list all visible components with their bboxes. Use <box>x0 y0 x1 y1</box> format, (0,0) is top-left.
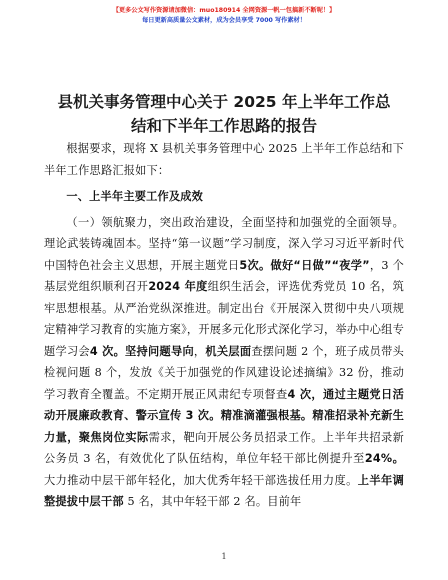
bold-text-run: 4 次，通过主题党日活动开展廉政教育、警示宣传 3 次。精准滴灌强根基。精准招录补充新生力量，聚焦岗位实际 <box>44 387 404 444</box>
text-run: （一）领航聚力，突出政治建设，全面坚持和加强党的全面领导。理论武装铸魂固本。坚持“第一议题”学习制度，深入学习习近平新时代中国特色社会主义思想，开展主题党日 <box>44 215 404 272</box>
document-title-line1: 县机关事务管理中心关于 2025 年上半年工作总 <box>57 93 391 111</box>
bold-text-run: 4 次。坚持问题导向 <box>89 344 194 358</box>
document-title <box>40 90 408 138</box>
section-heading: 一、上半年主要工作及成效 <box>66 190 204 203</box>
text-run: 查摆问题 2 个，班子成员带头检视问题 8 个，发放《关于加强党的作风建设论述摘编》32 份，推动学习教育全覆盖。不定期开展正风肃纪专项督查 <box>44 344 404 401</box>
text-run: ，3 个基层党组织顺利召开 <box>44 258 404 293</box>
bold-text-run: 上半年调整提拔中层干部 <box>44 473 404 508</box>
promo-banner <box>0 6 448 26</box>
document-title-line2: 结和下半年工作思路的报告 <box>130 117 317 135</box>
text-run: 5 名，其中年轻干部 2 名。目前年 <box>123 495 302 508</box>
page-number: 1 <box>221 552 227 561</box>
body-paragraph <box>44 212 404 513</box>
bold-text-run: 24%。 <box>364 452 404 465</box>
text-run: 大力推动中层干部年轻化，加大优秀年轻干部选拔任用力度。 <box>44 473 358 487</box>
document-body <box>44 138 404 513</box>
text-run: 组织生活会，评选优秀党员 10 名，筑牢思想根基。从严治党纵深推进。制定出台《开展深入贯彻中央八项规定精神学习教育的实施方案》，开展多元化形式深化学习，举办中心组专题学习会 <box>44 280 404 358</box>
promo-banner-line1: 【更多公文写作资源请加微信：muo180914 全网资源一帆一包搞新不断呢！】 <box>112 7 336 14</box>
text-run: 需求，靶向开展公务员招录工作。上半年共招录新公务员 3 名，有效优化了队伍结构，单位年轻干部比例提升至 <box>44 430 404 465</box>
intro-paragraph: 根据要求，现将 X 县机关事务管理中心 2025 上半年工作总结和下半年工作思路汇报如下： <box>44 142 404 177</box>
bold-text-run: 2024 年度 <box>148 280 208 293</box>
text-run: ， <box>193 344 206 358</box>
bold-text-run: 5次。做好“日做”“夜学” <box>239 258 370 272</box>
promo-banner-line2: 每日更新高质量公文素材，成为会员享受 7000 写作素材！ <box>142 17 306 24</box>
bold-text-run: 机关层面 <box>205 344 252 358</box>
